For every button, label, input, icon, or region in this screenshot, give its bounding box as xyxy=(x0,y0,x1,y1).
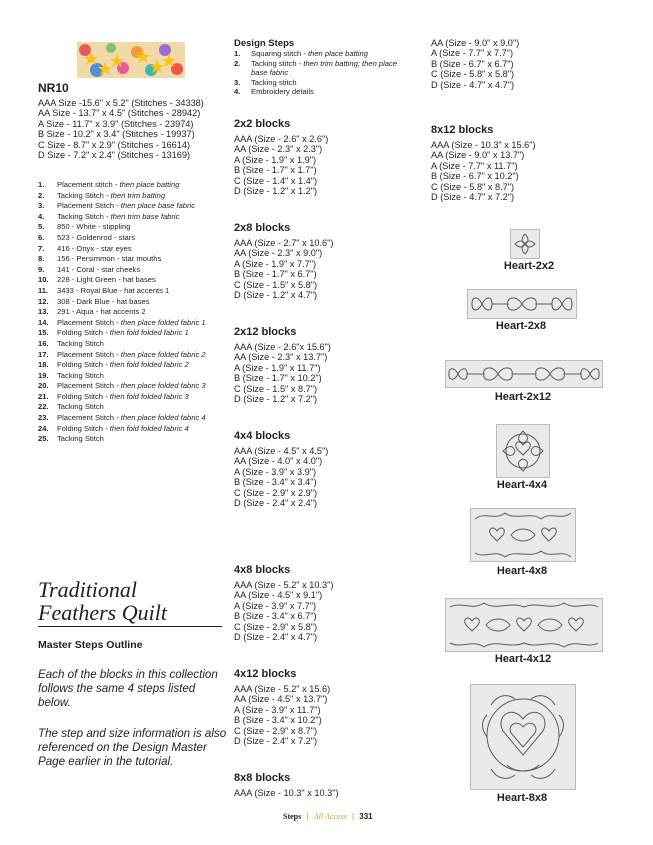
step-label: Tacking stitch xyxy=(251,58,297,68)
block-group-8x12 xyxy=(431,124,536,202)
block-size-list xyxy=(234,134,328,196)
block-size: B (Size - 3.4" x 3.4") xyxy=(234,477,317,488)
block-size-list xyxy=(234,238,333,300)
block-group-title: 2x2 blocks xyxy=(234,118,291,130)
block-size: AAA (Size - 10.3" x 15.6") xyxy=(431,140,536,150)
step-note: - then fold folded fabric 3 xyxy=(103,391,189,401)
block-size: AA (Size - 2.3" x 13.7") xyxy=(234,352,328,363)
block-group-4x8 xyxy=(234,564,333,642)
step-note: - then place base fabric xyxy=(113,201,196,211)
step-label: Placement Stitch xyxy=(57,201,114,211)
nr10-quilt-banner xyxy=(77,42,185,78)
step-label: Tacking Stitch xyxy=(57,190,104,200)
heart-8x8-image xyxy=(470,684,576,790)
step-label: Tacking Stitch xyxy=(57,370,104,380)
block-size: B (Size - 3.4" x 6.7") xyxy=(234,611,317,622)
nr10-size: C Size - 8.7" x 2.9" (Stitches - 16614) xyxy=(38,139,191,150)
heart-2x12-image xyxy=(445,360,603,388)
block-group-2x2 xyxy=(234,118,328,196)
step-note: - then fold folded fabric 2 xyxy=(103,360,189,370)
block-group-title: 8x12 blocks xyxy=(431,124,494,136)
step-number: 22. xyxy=(38,402,49,412)
step-number: 21. xyxy=(38,391,49,401)
step-item xyxy=(38,233,224,244)
heart-2x2-image xyxy=(510,229,540,259)
step-text xyxy=(57,222,130,233)
step-text xyxy=(57,424,189,435)
step-number: 15. xyxy=(38,328,49,338)
step-number: 3. xyxy=(234,77,241,87)
heart-4x8-caption: Heart-4x8 xyxy=(496,565,548,577)
block-size: C (Size - 1.4" x 1.4") xyxy=(234,175,318,186)
heart-4x12-caption: Heart-4x12 xyxy=(494,653,552,665)
footer-separator: | xyxy=(351,812,355,821)
step-label: 291 - Aqua - hat accents 2 xyxy=(57,307,146,317)
step-label: Folding Stitch xyxy=(57,423,104,433)
step-text xyxy=(57,244,132,255)
block-size: D (Size - 1.2" x 1.2") xyxy=(234,186,318,197)
step-note: - then place folded fabric 1 xyxy=(113,317,206,327)
design-step-list xyxy=(234,49,412,97)
step-label: 308 - Dark Blue - hat bases xyxy=(57,296,150,306)
block-size: B (Size - 3.4" x 10.2") xyxy=(234,715,322,726)
block-size: A (Size - 3.9" x 11.7") xyxy=(234,704,321,715)
block-size: AA (Size - 2.3" x 2.3") xyxy=(234,144,323,155)
step-item xyxy=(38,402,224,413)
block-size: A (Size - 7.7" x 7.7") xyxy=(431,48,514,59)
step-number: 2. xyxy=(38,190,45,200)
step-label: Tacking Stitch xyxy=(57,211,104,221)
block-group-title: 2x12 blocks xyxy=(234,326,297,338)
step-number: 25. xyxy=(38,434,49,444)
master-steps-heading: Master Steps Outline xyxy=(38,639,143,651)
block-group-title: 4x8 blocks xyxy=(234,564,291,576)
block-size: D (Size - 2.4" x 7.2") xyxy=(234,736,318,747)
feathers-title-line1: Traditional xyxy=(38,577,138,602)
block-size-list xyxy=(234,580,333,642)
step-label: Squaring stitch xyxy=(251,49,302,58)
step-text xyxy=(57,265,140,276)
step-label: Folding Stitch xyxy=(57,391,104,401)
step-number: 9. xyxy=(38,264,45,274)
heart-2x2-caption: Heart-2x2 xyxy=(503,260,555,272)
block-size-list xyxy=(234,684,330,746)
block-size: C (Size - 1.5" x 5.8") xyxy=(234,279,318,290)
heart-8x8-caption: Heart-8x8 xyxy=(496,792,548,804)
footer-section: Steps xyxy=(283,812,302,821)
nr10-size: D Size - 7.2" x 2.4" (Stitches - 13169) xyxy=(38,150,191,161)
step-text xyxy=(251,49,368,59)
block-size-list xyxy=(234,446,328,508)
step-item xyxy=(38,286,224,297)
step-note: - then place folded fabric 3 xyxy=(113,381,206,391)
step-text xyxy=(57,371,104,382)
block-size: AA (Size - 4.5" x 9.1") xyxy=(234,590,323,601)
step-item xyxy=(38,254,224,265)
step-text xyxy=(57,318,206,329)
step-item xyxy=(38,360,224,371)
footer-brand: All Access xyxy=(313,812,347,821)
block-size: C (Size - 1.5" x 8.7") xyxy=(234,383,318,394)
step-text xyxy=(251,78,297,88)
page-number: 331 xyxy=(359,812,373,821)
intro-paragraph-1: Each of the blocks in this collection follows the same 4 steps listed below. xyxy=(38,668,218,709)
step-item xyxy=(38,424,224,435)
step-number: 6. xyxy=(38,232,45,242)
block-size: AAA (Size - 2.6" x 2.6") xyxy=(234,134,329,144)
block-size: B (Size - 6.7" x 10.2") xyxy=(431,171,519,182)
block-size: B (Size - 1.7" x 1.7") xyxy=(234,165,317,176)
block-8x8-size-continuation xyxy=(431,38,519,90)
step-note: - then place batting xyxy=(112,180,180,189)
step-number: 8. xyxy=(38,254,45,264)
block-group-title: 8x8 blocks xyxy=(234,772,291,784)
step-item xyxy=(38,275,224,286)
heart-4x4-image xyxy=(496,424,550,478)
step-item xyxy=(38,191,224,202)
nr10-step-list xyxy=(38,180,224,445)
block-size: A (Size - 1.9" x 7.7") xyxy=(234,258,317,269)
step-text xyxy=(251,87,314,97)
step-label: Tacking Stitch xyxy=(57,338,104,348)
step-text xyxy=(251,59,412,78)
step-number: 19. xyxy=(38,370,49,380)
step-text xyxy=(57,413,206,424)
step-text xyxy=(57,297,149,308)
nr10-size: B Size - 10.2" x 3.4" (Stitches - 19937) xyxy=(38,129,195,140)
step-item xyxy=(234,49,412,59)
step-number: 4. xyxy=(38,211,45,221)
step-label: Folding Stitch xyxy=(57,328,104,338)
block-size: AA (Size - 2.3" x 9.0") xyxy=(234,248,323,259)
step-text xyxy=(57,254,161,265)
step-label: 3433 - Royal Blue - hat accents 1 xyxy=(57,285,170,295)
block-group-title: 2x8 blocks xyxy=(234,222,291,234)
step-label: 141 - Coral - star cheeks xyxy=(57,264,141,274)
step-note: - then fold folded fabric 1 xyxy=(103,328,189,338)
design-steps-title: Design Steps xyxy=(234,38,295,49)
step-label: Tacking Stitch xyxy=(57,434,104,444)
step-item xyxy=(38,265,224,276)
heart-4x12-image xyxy=(445,598,603,652)
block-group-title: 4x12 blocks xyxy=(234,668,297,680)
block-size: D (Size - 2.4" x 4.7") xyxy=(234,632,318,643)
step-text xyxy=(57,201,195,212)
nr10-size: AA Size - 13.7" x 4.5" (Stitches - 28942) xyxy=(38,108,201,119)
block-size: C (Size - 5.8" x 5.8") xyxy=(431,69,515,80)
block-size: AA (Size - 9.0" x 13.7") xyxy=(431,150,525,161)
block-group-2x8 xyxy=(234,222,333,300)
step-number: 2. xyxy=(234,58,241,68)
step-label: Tacking Stitch xyxy=(57,402,104,412)
heart-2x8-caption: Heart-2x8 xyxy=(495,320,547,332)
block-size: AAA (Size - 2.6"x 15.6") xyxy=(234,342,331,352)
heart-4x8-image xyxy=(470,508,576,562)
footer-separator: | xyxy=(306,812,309,821)
block-group-2x12 xyxy=(234,326,331,404)
block-size: D (Size - 1.2" x 7.2") xyxy=(234,394,318,405)
step-text xyxy=(57,191,165,202)
block-size: AAA (Size - 5.2" x 15.6) xyxy=(234,684,331,694)
step-label: 228 - Light Green - hat bases xyxy=(57,275,156,285)
step-number: 24. xyxy=(38,423,49,433)
block-size-list xyxy=(234,342,331,404)
block-size: A (Size - 3.9" x 3.9") xyxy=(234,466,317,477)
step-item xyxy=(234,87,412,97)
step-label: Placement Stitch xyxy=(57,413,114,423)
heart-4x4-caption: Heart-4x4 xyxy=(496,479,548,491)
step-label: 523 - Goldenrod - stars xyxy=(57,232,136,242)
block-size: AAA (Size - 2.7" x 10.6") xyxy=(234,238,334,248)
step-text xyxy=(57,275,156,286)
block-size: B (Size - 1.7" x 10.2") xyxy=(234,373,322,384)
step-item xyxy=(38,201,224,212)
step-number: 11. xyxy=(38,285,49,295)
title-rule xyxy=(38,626,222,627)
step-text xyxy=(57,360,189,371)
step-note: - then trim base fabric xyxy=(103,211,180,221)
block-group-4x12 xyxy=(234,668,330,746)
heart-2x8-image xyxy=(467,289,577,319)
block-size: B (Size - 1.7" x 6.7") xyxy=(234,269,317,280)
step-label: Placement Stitch xyxy=(57,349,114,359)
block-size: D (Size - 4.7" x 7.2") xyxy=(431,192,515,203)
step-item xyxy=(38,339,224,350)
step-item xyxy=(38,413,224,424)
block-size: AAA (Size - 10.3" x 10.3") xyxy=(234,788,339,798)
step-number: 17. xyxy=(38,349,49,359)
step-item xyxy=(38,371,224,382)
block-size: AA (Size - 4.5" x 13.7") xyxy=(234,694,328,705)
block-size: AAA (Size - 5.2" x 10.3") xyxy=(234,580,334,590)
block-size: AA (Size - 9.0" x 9.0") xyxy=(431,38,520,48)
page-footer xyxy=(283,812,373,821)
heart-2x12-caption: Heart-2x12 xyxy=(494,391,552,403)
step-note: - then trim batting xyxy=(103,190,166,200)
step-number: 16. xyxy=(38,338,49,348)
step-number: 23. xyxy=(38,413,49,423)
step-label: Placement Stitch xyxy=(57,317,114,327)
block-size: A (Size - 3.9" x 7.7") xyxy=(234,600,317,611)
step-item xyxy=(38,222,224,233)
block-size: C (Size - 2.9" x 8.7") xyxy=(234,725,318,736)
step-item xyxy=(38,212,224,223)
step-text xyxy=(57,286,169,297)
step-number: 1. xyxy=(234,49,241,58)
step-text xyxy=(57,307,146,318)
step-note: - then place folded fabric 4 xyxy=(113,413,206,423)
step-number: 13. xyxy=(38,307,49,317)
step-item xyxy=(38,318,224,329)
step-number: 3. xyxy=(38,201,45,211)
step-note: - then fold folded fabric 4 xyxy=(103,423,189,433)
block-size: A (Size - 1.9" x 1.9") xyxy=(234,154,317,165)
step-item xyxy=(38,328,224,339)
block-size: C (Size - 2.9" x 5.8") xyxy=(234,621,318,632)
step-text xyxy=(57,233,135,244)
step-number: 5. xyxy=(38,222,45,232)
step-label: 850 - White - stippling xyxy=(57,222,131,232)
step-item xyxy=(38,434,224,445)
step-item xyxy=(234,59,412,78)
block-size: D (Size - 2.4" x 2.4") xyxy=(234,498,318,509)
block-size: D (Size - 4.7" x 4.7") xyxy=(431,79,515,90)
step-number: 7. xyxy=(38,243,45,253)
step-text xyxy=(57,402,104,413)
step-note: - then place folded fabric 2 xyxy=(113,349,206,359)
block-size: AAA (Size - 4.5" x 4.5") xyxy=(234,446,329,456)
block-size: C (Size - 2.9" x 2.9") xyxy=(234,487,318,498)
step-text xyxy=(57,328,189,339)
step-item xyxy=(38,244,224,255)
step-label: Placement Stitch xyxy=(57,381,114,391)
block-size-list xyxy=(234,788,339,798)
step-item xyxy=(38,297,224,308)
step-item xyxy=(38,350,224,361)
step-number: 4. xyxy=(234,87,241,97)
step-number: 12. xyxy=(38,296,49,306)
nr10-size: A Size - 11.7" x 3.9" (Stitches - 23974) xyxy=(38,118,194,129)
block-group-4x4 xyxy=(234,430,328,508)
block-size: C (Size - 5.8" x 8.7") xyxy=(431,181,515,192)
step-item xyxy=(38,180,224,191)
step-text xyxy=(57,392,189,403)
block-size: A (Size - 1.9" x 11.7") xyxy=(234,362,321,373)
nr10-size-list xyxy=(38,98,204,160)
block-group-8x8 xyxy=(234,772,339,798)
step-text xyxy=(57,180,179,191)
step-label: 416 - Onyx - star eyes xyxy=(57,243,132,253)
step-text xyxy=(57,381,206,392)
step-number: 14. xyxy=(38,317,49,327)
step-text xyxy=(57,434,104,445)
step-item xyxy=(38,307,224,318)
step-number: 10. xyxy=(38,275,49,285)
block-size: AA (Size - 4.0" x 4.0") xyxy=(234,456,323,467)
step-item xyxy=(234,78,412,88)
nr10-title: NR10 xyxy=(38,81,69,95)
step-note: - then place batting xyxy=(301,49,368,58)
block-size: B (Size - 6.7" x 6.7") xyxy=(431,58,514,69)
step-number: 18. xyxy=(38,360,49,370)
step-item xyxy=(38,392,224,403)
block-size: D (Size - 1.2" x 4.7") xyxy=(234,290,318,301)
step-label: Tacking stitch xyxy=(251,77,297,87)
step-label: Placement stitch xyxy=(57,180,113,189)
step-item xyxy=(38,381,224,392)
step-label: Embroidery details xyxy=(251,87,314,97)
step-label: Folding Stitch xyxy=(57,360,104,370)
step-number: 20. xyxy=(38,381,49,391)
step-text xyxy=(57,350,206,361)
nr10-size: AAA Size -15.6" x 5.2" (Stitches - 34338) xyxy=(38,98,204,108)
feathers-title-line2: Feathers Quilt xyxy=(38,600,167,625)
step-label: 156 - Persimmon - star mouths xyxy=(57,254,162,264)
intro-paragraph-2: The step and size information is also referenced on the Design Master Page earlier in the tutorial. xyxy=(38,727,227,768)
step-number: 1. xyxy=(38,180,45,189)
block-group-title: 4x4 blocks xyxy=(234,430,291,442)
step-text xyxy=(57,212,179,223)
step-text xyxy=(57,339,104,350)
step-note: - then trim batting; then place base fabric xyxy=(251,58,398,78)
block-size-list xyxy=(431,140,536,202)
block-size: A (Size - 7.7" x 11.7") xyxy=(431,160,518,171)
